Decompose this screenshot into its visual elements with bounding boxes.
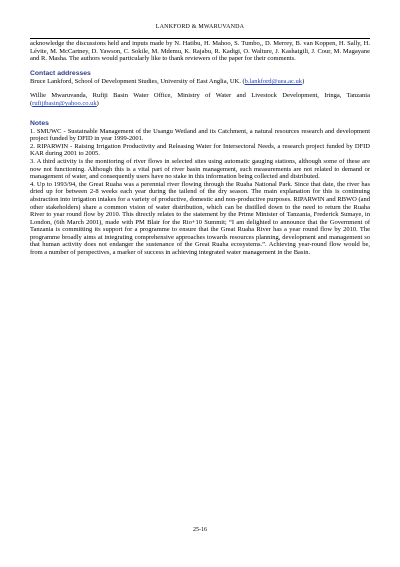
- acknowledgement-paragraph: acknowledge the discussions held and inputs made by N. Hatibu, H. Mahoo, S. Tumbo,, D. Merrey, B. van Koppen, H. Sally, H. Lévite, M. McCartney, D. Yawson, C. Sokile, M. Mdemu, K. Rajabu, R. Kadigi, O. Walture, J. Kashaigili, J. Cour, M. Magayane and R. Masha. The authors would particularly like to thank reviewers of the paper for their comments.: [30, 40, 370, 63]
- contact-heading: Contact addresses: [30, 69, 91, 77]
- note-3: 3. A third activity is the monitoring of river flows in selected sites using automatic gauging stations, although some of these are now not functioning. Although this is a vital part of river basin management, such measurements are not related to demand or management of water, and consequently users have no stake in this information being collected and distributed.: [30, 157, 370, 181]
- contact-address-mwaruvanda-text: Willie Mwaruvanda, Rufiji Basin Water Office, Ministry of Water and Livestock Development, Iringa, Tanzania (: [30, 92, 370, 107]
- email-link-mwaruvanda[interactable]: rufijibasin@yahoo.co.uk: [32, 99, 97, 107]
- contact-address-lankford: Bruce Lankford, School of Development Studies, University of East Anglia, UK. (b.lankford@uea.ac.uk): [30, 77, 305, 85]
- page-content: [30, 40, 370, 257]
- header-rule: [30, 38, 370, 39]
- note-2: 2. RIPARWIN - Raising Irrigation Productivity and Releasing Water for Intersectoral Needs, a research project funded by DFID KAR during 2001 to 2005.: [30, 142, 370, 158]
- running-header: LANKFORD & MWARUVANDA: [155, 24, 245, 30]
- note-1: 1. SMUWC - Sustainable Management of the Usangu Wetland and its Catchment, a natural resources research and development project funded by DFID in year 1999-2001.: [30, 127, 370, 143]
- email-link-lankford[interactable]: b.lankford@uea.ac.uk: [244, 77, 303, 85]
- notes-heading: Notes: [30, 119, 49, 127]
- note-4: 4. Up to 1993/94, the Great Ruaha was a perennial river flowing through the Ruaha National Park. Since that date, the river has dried up for between 2-8 weeks each year during the tailend of the dry season. The main explanation for this is continuing abstraction into irrigation intakes for a variety of productive, domestic and non-productive purposes. RIPARWIN and RBWO (and other stakeholders) share a common vision of water distribution, which can be distilled down to the need to return the Ruaha River to year round flow by 2010. This directly relates to the statement by the Prime Minister of Tanzania, Frederick Sumaye, in London, (6th March 2001), made with PM Blair for the Rio+10 Summit; “I am delighted to announce that the Government of Tanzania is committing its support for a programme to ensure that the Great Ruaha River has a year round flow by 2010. The programme broadly aims at integrating comprehensive approaches towards resources planning, development and management so that human activity does not endanger the sustenance of the Great Ruaha ecosystems.”. Achieving year-round flow would be, from a number of perspectives, a marker of success in achieving integrated water management in the Basin.: [30, 180, 370, 257]
- contact-address-mwaruvanda: Willie Mwaruvanda, Rufiji Basin Water Office, Ministry of Water and Livestock Development, Iringa, Tanzania (rufijibasin@yahoo.co.uk): [30, 92, 370, 107]
- contact-address-lankford-text: Bruce Lankford, School of Development Studies, University of East Anglia, UK. (: [30, 77, 245, 85]
- page-number: 25-16: [193, 527, 207, 533]
